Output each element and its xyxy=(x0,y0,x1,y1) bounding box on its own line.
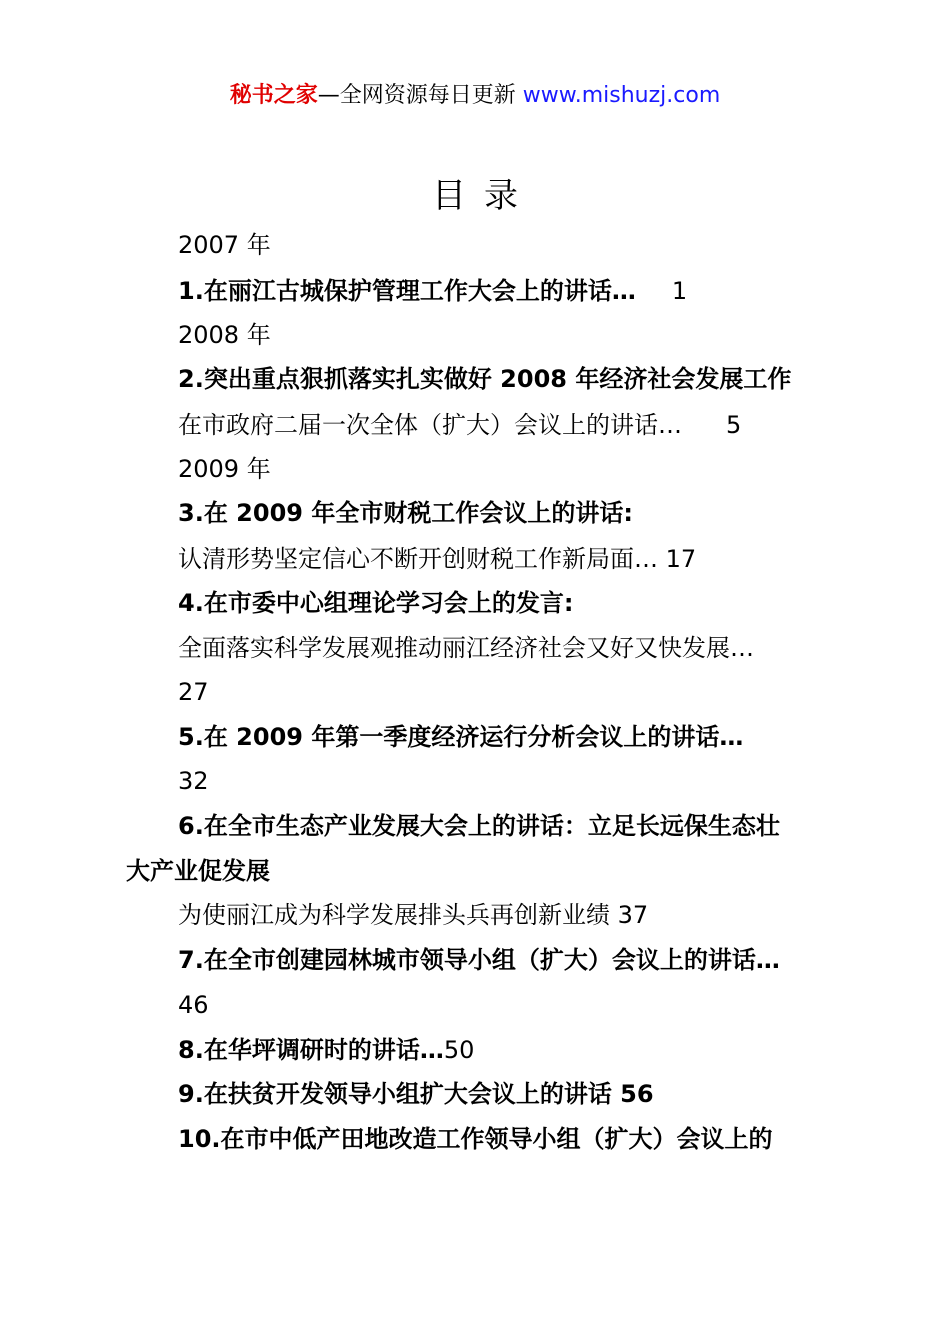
toc-entry-6-title-line1[interactable]: 6.在全市生态产业发展大会上的讲话：立足长远保生态壮 xyxy=(178,812,780,840)
year-heading-2009: 2009 年 xyxy=(178,455,271,483)
toc-entry-7-page: 46 xyxy=(178,991,209,1019)
toc-entry-5-page: 32 xyxy=(178,767,209,795)
toc-entry-5-title[interactable]: 5.在 2009 年第一季度经济运行分析会议上的讲话… xyxy=(178,723,744,751)
toc-entry-6-title-line2[interactable]: 大产业促发展 xyxy=(126,857,270,885)
site-url-link[interactable]: www.mishuzj.com xyxy=(522,83,721,108)
toc-entry-6-subtitle[interactable]: 为使丽江成为科学发展排头兵再创新业绩 37 xyxy=(178,901,649,929)
header-tagline: —全网资源每日更新 xyxy=(317,83,523,108)
toc-entry-title: 1.在丽江古城保护管理工作大会上的讲话… xyxy=(178,277,636,305)
toc-entry-title: 8.在华坪调研时的讲话… xyxy=(178,1036,444,1064)
year-heading-2008: 2008 年 xyxy=(178,321,271,349)
year-heading-2007: 2007 年 xyxy=(178,231,271,259)
toc-entry-7-title[interactable]: 7.在全市创建园林城市领导小组（扩大）会议上的讲话… xyxy=(178,946,780,974)
toc-entry-3-title[interactable]: 3.在 2009 年全市财税工作会议上的讲话: xyxy=(178,499,633,527)
toc-entry-9[interactable]: 9.在扶贫开发领导小组扩大会议上的讲话 56 xyxy=(178,1080,654,1108)
toc-entry-8[interactable] xyxy=(178,1034,474,1066)
toc-entry-4-title[interactable]: 4.在市委中心组理论学习会上的发言: xyxy=(178,589,574,617)
toc-page-number: 1 xyxy=(671,277,688,305)
toc-entry-2-title[interactable]: 2.突出重点狠抓落实扎实做好 2008 年经济社会发展工作 xyxy=(178,365,792,393)
toc-page-number: 50 xyxy=(443,1036,475,1064)
toc-entry-4-page: 27 xyxy=(178,678,209,706)
site-header xyxy=(0,80,950,112)
toc-page-number: 5 xyxy=(726,411,742,439)
toc-entry-3-subtitle[interactable]: 认清形势坚定信心不断开创财税工作新局面… 17 xyxy=(178,545,697,573)
toc-entry-10-title[interactable]: 10.在市中低产田地改造工作领导小组（扩大）会议上的 xyxy=(178,1125,773,1153)
toc-entry-subtitle-text: 在市政府二届一次全体（扩大）会议上的讲话… xyxy=(178,411,682,439)
toc-entry-4-subtitle[interactable]: 全面落实科学发展观推动丽江经济社会又好又快发展… xyxy=(178,634,754,662)
brand-name: 秘书之家 xyxy=(229,83,318,108)
toc-entry-2-subtitle[interactable] xyxy=(178,409,741,441)
toc-entry-1[interactable] xyxy=(178,275,687,307)
page-title: 目录 xyxy=(432,176,536,216)
